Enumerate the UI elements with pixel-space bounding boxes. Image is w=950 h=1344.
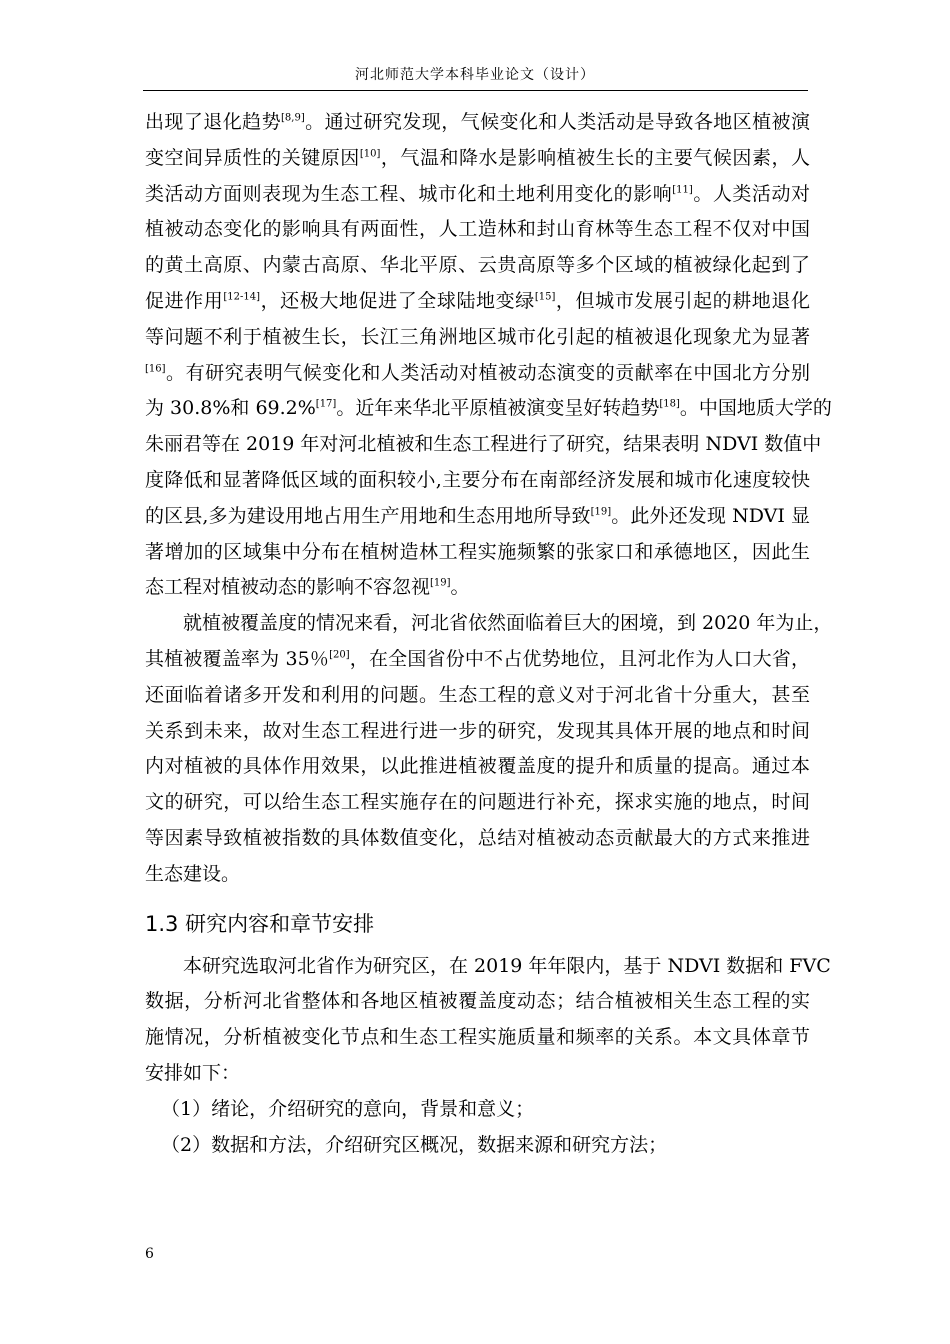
text-line: [16]。有研究表明气候变化和人类活动对植被动态演变的贡献率在中国北方分别 bbox=[145, 361, 810, 384]
text-line: 内对植被的具体作用效果，以此推进植被覆盖度的提升和质量的提高。通过本 bbox=[145, 755, 810, 778]
paragraph-1 bbox=[145, 105, 832, 606]
text-line: 植被动态变化的影响具有两面性，人工造林和封山育林等生态工程不仅对中国 bbox=[145, 218, 810, 241]
text-line: 生态建设。 bbox=[145, 862, 241, 885]
text-line: 的黄土高原、内蒙古高原、华北平原、云贵高原等多个区域的植被绿化起到了 bbox=[145, 254, 810, 277]
text-line: 朱丽君等在 2019 年对河北植被和生态工程进行了研究，结果表明 NDVI 数值中 bbox=[145, 433, 822, 456]
citation: [10] bbox=[359, 148, 381, 160]
text-line: 为 30.8%和 69.2%[17]。近年来华北平原植被演变呈好转趋势[18]。中国地质大学的 bbox=[145, 397, 832, 420]
list-item: （2）数据和方法，介绍研究区概况，数据来源和研究方法； bbox=[161, 1133, 668, 1156]
citation: [20] bbox=[329, 649, 350, 661]
citation: [16] bbox=[145, 363, 166, 375]
paragraph-3 bbox=[145, 949, 831, 1092]
citation: [19] bbox=[430, 578, 451, 590]
text-line: 类活动方面则表现为生态工程、城市化和土地利用变化的影响[11]。人类活动对 bbox=[145, 182, 810, 205]
text-line: 其植被覆盖率为 35％[20]，在全国省份中不占优势地位，且河北作为人口大省， bbox=[145, 647, 810, 670]
page-number: 6 bbox=[145, 1246, 154, 1262]
citation: [12-14] bbox=[223, 291, 260, 303]
text-line: 度降低和显著降低区域的面积较小,主要分布在南部经济发展和城市化速度较快 bbox=[145, 468, 810, 491]
text-line: 就植被覆盖度的情况来看，河北省依然面临着巨大的困境，到 2020 年为止， bbox=[183, 612, 833, 635]
text-line: 安排如下： bbox=[145, 1061, 241, 1084]
text-line: 的区县,多为建设用地占用生产用地和生态用地所导致[19]。此外还发现 NDVI 显 bbox=[145, 504, 810, 527]
section-heading: 1.3 研究内容和章节安排 bbox=[145, 911, 375, 936]
page-header: 河北师范大学本科毕业论文（设计） bbox=[355, 67, 595, 83]
header-rule bbox=[143, 90, 808, 91]
body-text bbox=[145, 105, 833, 1163]
citation: [18] bbox=[659, 399, 680, 411]
text-line: 著增加的区域集中分布在植树造林工程实施频繁的张家口和承德地区，因此生 bbox=[145, 540, 810, 563]
list-item: （1）绪论，介绍研究的意向，背景和意义； bbox=[161, 1097, 535, 1120]
text-line: 促进作用[12-14]，还极大地促进了全球陆地变绿[15]，但城市发展引起的耕地退化 bbox=[145, 289, 810, 312]
text-line: 数据，分析河北省整体和各地区植被覆盖度动态；结合植被相关生态工程的实 bbox=[145, 990, 810, 1013]
text-line: 等问题不利于植被生长，长江三角洲地区城市化引起的植被退化现象尤为显著 bbox=[145, 325, 810, 348]
paragraph-2 bbox=[145, 606, 833, 892]
citation: [15] bbox=[534, 291, 556, 303]
citation: [17] bbox=[315, 399, 337, 411]
text-line: 变空间异质性的关键原因[10]，气温和降水是影响植被生长的主要气候因素，人 bbox=[145, 146, 810, 169]
text-line: 还面临着诸多开发和利用的问题。生态工程的意义对于河北省十分重大，甚至 bbox=[145, 683, 810, 706]
text-line: 态工程对植被动态的影响不容忽视[19]。 bbox=[145, 576, 470, 599]
citation: [11] bbox=[672, 184, 693, 196]
text-line: 本研究选取河北省作为研究区，在 2019 年年限内，基于 NDVI 数据和 FVC bbox=[183, 954, 831, 977]
chapter-list bbox=[145, 1092, 810, 1164]
text-line: 关系到未来，故对生态工程进行进一步的研究，发现其具体开展的地点和时间 bbox=[145, 719, 810, 742]
text-line: 出现了退化趋势[8,9]。通过研究发现，气候变化和人类活动是导致各地区植被演 bbox=[145, 111, 810, 133]
citation: [19] bbox=[590, 506, 612, 518]
text-line: 等因素导致植被指数的具体数值变化，总结对植被动态贡献最大的方式来推进 bbox=[145, 826, 810, 849]
text-line: 文的研究，可以给生态工程实施存在的问题进行补充，探求实施的地点，时间 bbox=[145, 791, 810, 814]
citation: [8,9] bbox=[281, 112, 305, 124]
text-line: 施情况，分析植被变化节点和生态工程实施质量和频率的关系。本文具体章节 bbox=[145, 1026, 810, 1049]
